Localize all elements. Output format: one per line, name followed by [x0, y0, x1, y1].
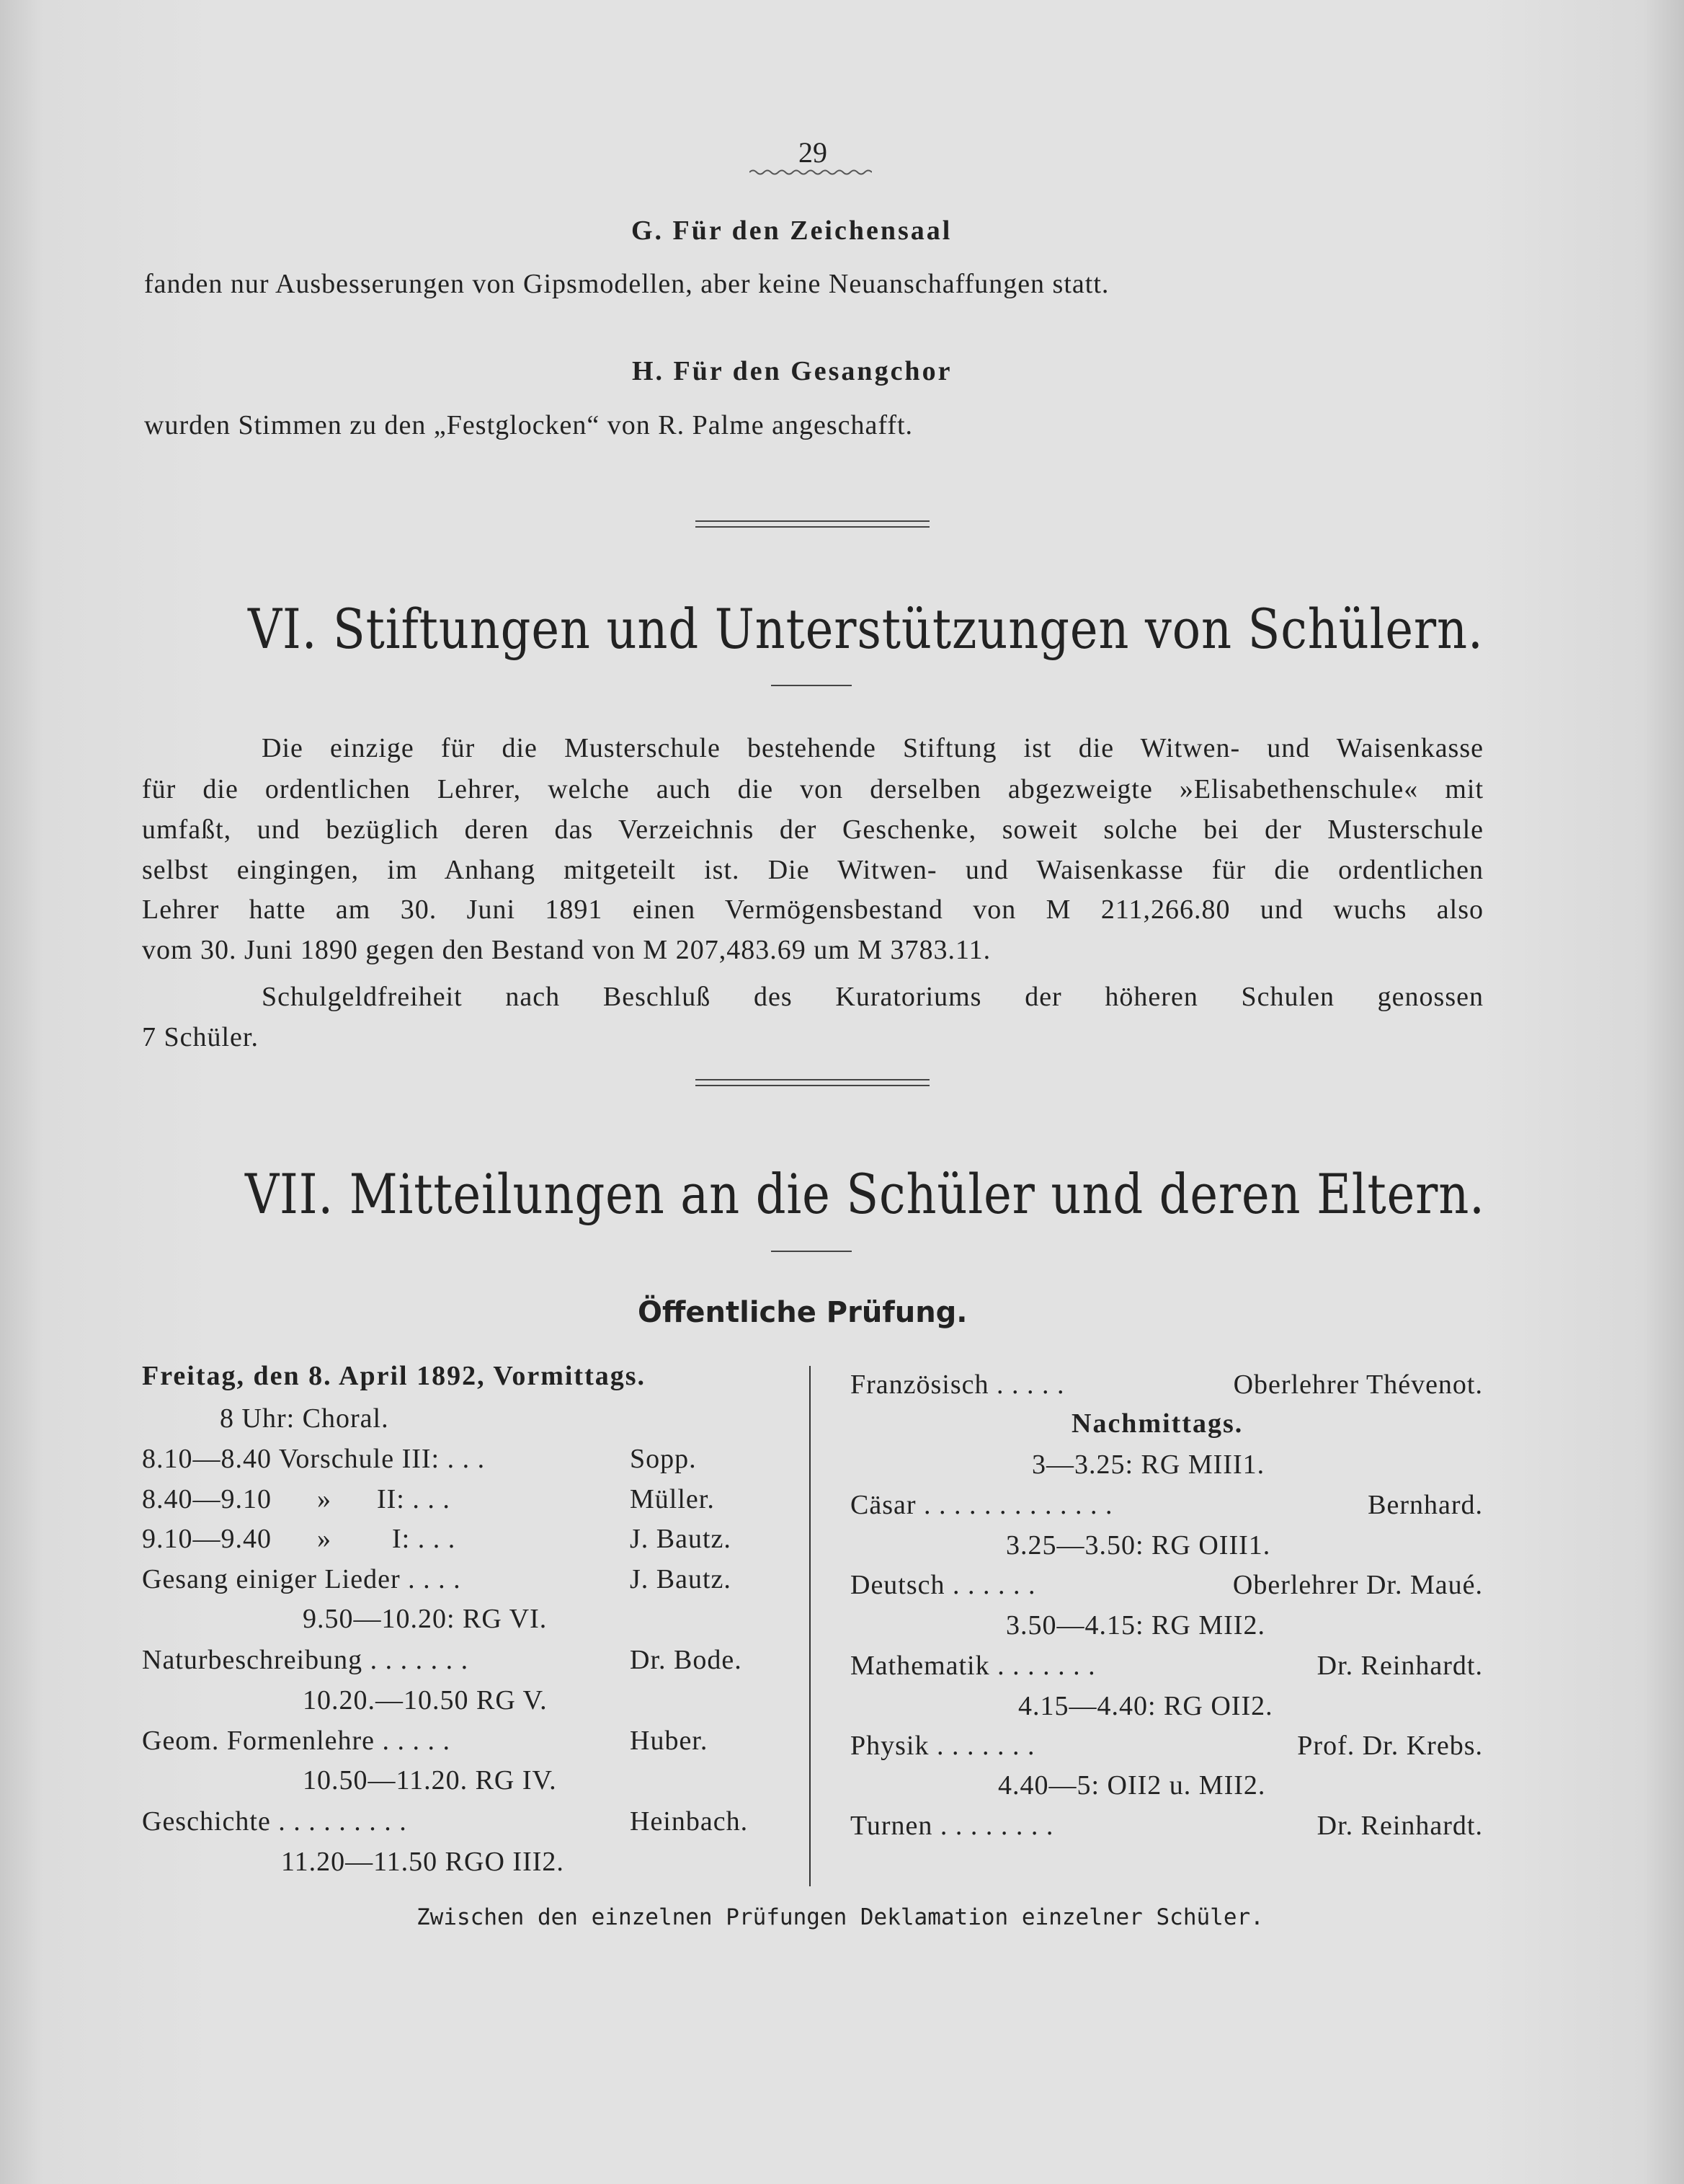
right-row-7 [1006, 1610, 1265, 1641]
left-row-7-teacher: Dr. Bode. [630, 1645, 742, 1675]
left-row-9-teacher: Huber. [630, 1726, 708, 1756]
section-vi-para1-line1: Die einzige für die Musterschule bestehende Stiftung ist die Witwen- und Waisenkasse [262, 733, 1484, 763]
ornament-wavy-rule [749, 167, 872, 177]
schedule-left-header: Freitag, den 8. April 1892, Vormittags. [142, 1361, 646, 1391]
double-rule-divider [695, 520, 930, 528]
left-row-3 [142, 1483, 774, 1515]
right-row-10-teacher: Prof. Dr. Krebs. [1297, 1731, 1483, 1761]
column-divider [809, 1366, 811, 1886]
right-row-9-label: 4.15—4.40: RG OII2. [1018, 1691, 1273, 1721]
right-row-8-subject: Mathematik . . . . . . . [850, 1651, 1096, 1681]
right-row-8 [850, 1650, 1483, 1682]
left-row-10-label: 10.50—11.20. RG IV. [303, 1765, 557, 1795]
left-row-12 [281, 1846, 564, 1878]
right-row-4-subject: Cäsar . . . . . . . . . . . . . [850, 1490, 1113, 1520]
right-row-3 [1032, 1449, 1265, 1481]
left-row-12-label: 11.20—11.50 RGO III2. [281, 1847, 564, 1877]
left-row-7-label: Naturbeschreibung . . . . . . . [142, 1645, 469, 1675]
footer-note: Zwischen den einzelnen Prüfungen Deklamation einzelner Schüler. [416, 1904, 1264, 1930]
section-vi-para1-line4: selbst eingingen, im Anhang mitgeteilt ist. Die Witwen- und Waisenkasse für die ordentlichen [142, 855, 1484, 885]
right-row-6-subject: Deutsch . . . . . . [850, 1570, 1036, 1600]
left-row-11-teacher: Heinbach. [630, 1806, 749, 1837]
section-vi-para1-line5: Lehrer hatte am 30. Juni 1891 einen Vermögensbestand von M 211,266.80 und wuchs also [142, 895, 1484, 925]
left-row-8-label: 10.20.—10.50 RG V. [303, 1685, 548, 1715]
left-row-9-label: Geom. Formenlehre . . . . . [142, 1726, 451, 1756]
right-row-8-teacher: Dr. Reinhardt. [1317, 1651, 1483, 1681]
right-row-12-teacher: Dr. Reinhardt. [1317, 1811, 1483, 1841]
left-row-11 [142, 1806, 774, 1837]
section-vi-para1-line6: vom 30. Juni 1890 gegen den Bestand von M 207,483.69 um M 3783.11. [142, 935, 992, 965]
left-row-6 [303, 1603, 547, 1635]
left-row-2 [142, 1443, 774, 1475]
left-row-9 [142, 1725, 774, 1757]
left-row-5 [142, 1563, 774, 1595]
short-rule-2 [771, 1251, 852, 1252]
left-row-4-label: 9.10—9.40 » I: . . . [142, 1524, 456, 1554]
right-row-2 [1072, 1408, 1243, 1439]
left-row-4-teacher: J. Bautz. [630, 1524, 731, 1554]
right-row-10-subject: Physik . . . . . . . [850, 1731, 1035, 1761]
left-row-11-label: Geschichte . . . . . . . . . [142, 1806, 407, 1837]
right-row-12-subject: Turnen . . . . . . . . [850, 1811, 1054, 1841]
section-vi-para2-line2: 7 Schüler. [142, 1022, 259, 1052]
section-g-text: fanden nur Ausbesserungen von Gipsmodellen, aber keine Neuanschaffungen statt. [144, 269, 1110, 299]
page-number: 29 [798, 136, 827, 169]
right-row-5 [1006, 1530, 1270, 1561]
left-row-7 [142, 1644, 774, 1676]
right-row-2-label: Nachmittags. [1072, 1408, 1244, 1439]
left-row-4 [142, 1523, 774, 1555]
right-row-3-label: 3—3.25: RG MIII1. [1032, 1450, 1265, 1480]
right-row-6 [850, 1569, 1483, 1601]
left-row-8 [303, 1684, 548, 1716]
section-vi-para1-line2: für die ordentlichen Lehrer, welche auch die von derselben abgezweigte »Elisabethenschule« mit [142, 774, 1484, 804]
section-g-heading: G. Für den Zeichensaal [631, 216, 953, 246]
right-row-6-teacher: Oberlehrer Dr. Maué. [1232, 1570, 1483, 1600]
short-rule [771, 685, 852, 686]
left-row-5-label: Gesang einiger Lieder . . . . [142, 1564, 461, 1594]
right-row-1-subject: Französisch . . . . . [850, 1370, 1065, 1400]
right-row-7-label: 3.50—4.15: RG MII2. [1006, 1610, 1265, 1641]
left-row-10 [303, 1764, 557, 1796]
right-row-12 [850, 1810, 1483, 1842]
section-vi-title: VI. Stiftungen und Unterstützungen von Schülern. [248, 597, 1484, 661]
right-row-5-label: 3.25—3.50: RG OIII1. [1006, 1530, 1271, 1561]
left-row-3-teacher: Müller. [630, 1484, 715, 1514]
right-row-10 [850, 1730, 1483, 1762]
double-rule-divider-2 [695, 1079, 930, 1086]
left-row-2-teacher: Sopp. [630, 1444, 697, 1474]
right-row-9 [1018, 1690, 1273, 1722]
left-row-1-label: 8 Uhr: Choral. [220, 1403, 389, 1434]
right-row-4 [850, 1489, 1483, 1521]
right-row-11-label: 4.40—5: OII2 u. MII2. [998, 1770, 1266, 1801]
right-row-1 [850, 1369, 1483, 1400]
section-h-heading: H. Für den Gesangchor [632, 356, 953, 386]
section-vi-para2-line1: Schulgeldfreiheit nach Beschluß des Kuratoriums der höheren Schulen genossen [262, 982, 1484, 1012]
section-vii-title: VII. Mitteilungen an die Schüler und deren Eltern. [245, 1162, 1485, 1226]
left-row-5-teacher: J. Bautz. [630, 1564, 731, 1594]
left-row-3-label: 8.40—9.10 » II: . . . [142, 1484, 450, 1514]
section-vi-para1-line3: umfaßt, und bezüglich deren das Verzeichnis der Geschenke, soweit solche bei der Musterschule [142, 814, 1484, 845]
right-row-11 [998, 1770, 1265, 1801]
section-h-text: wurden Stimmen zu den „Festglocken“ von R. Palme angeschafft. [144, 410, 914, 440]
left-row-2-label: 8.10—8.40 Vorschule III: . . . [142, 1444, 486, 1474]
left-row-6-label: 9.50—10.20: RG VI. [303, 1604, 548, 1634]
right-row-1-teacher: Oberlehrer Thévenot. [1233, 1370, 1483, 1400]
section-vii-subheading: Öffentliche Prüfung. [638, 1296, 968, 1329]
right-row-4-teacher: Bernhard. [1368, 1490, 1483, 1520]
left-row-1 [220, 1403, 389, 1434]
